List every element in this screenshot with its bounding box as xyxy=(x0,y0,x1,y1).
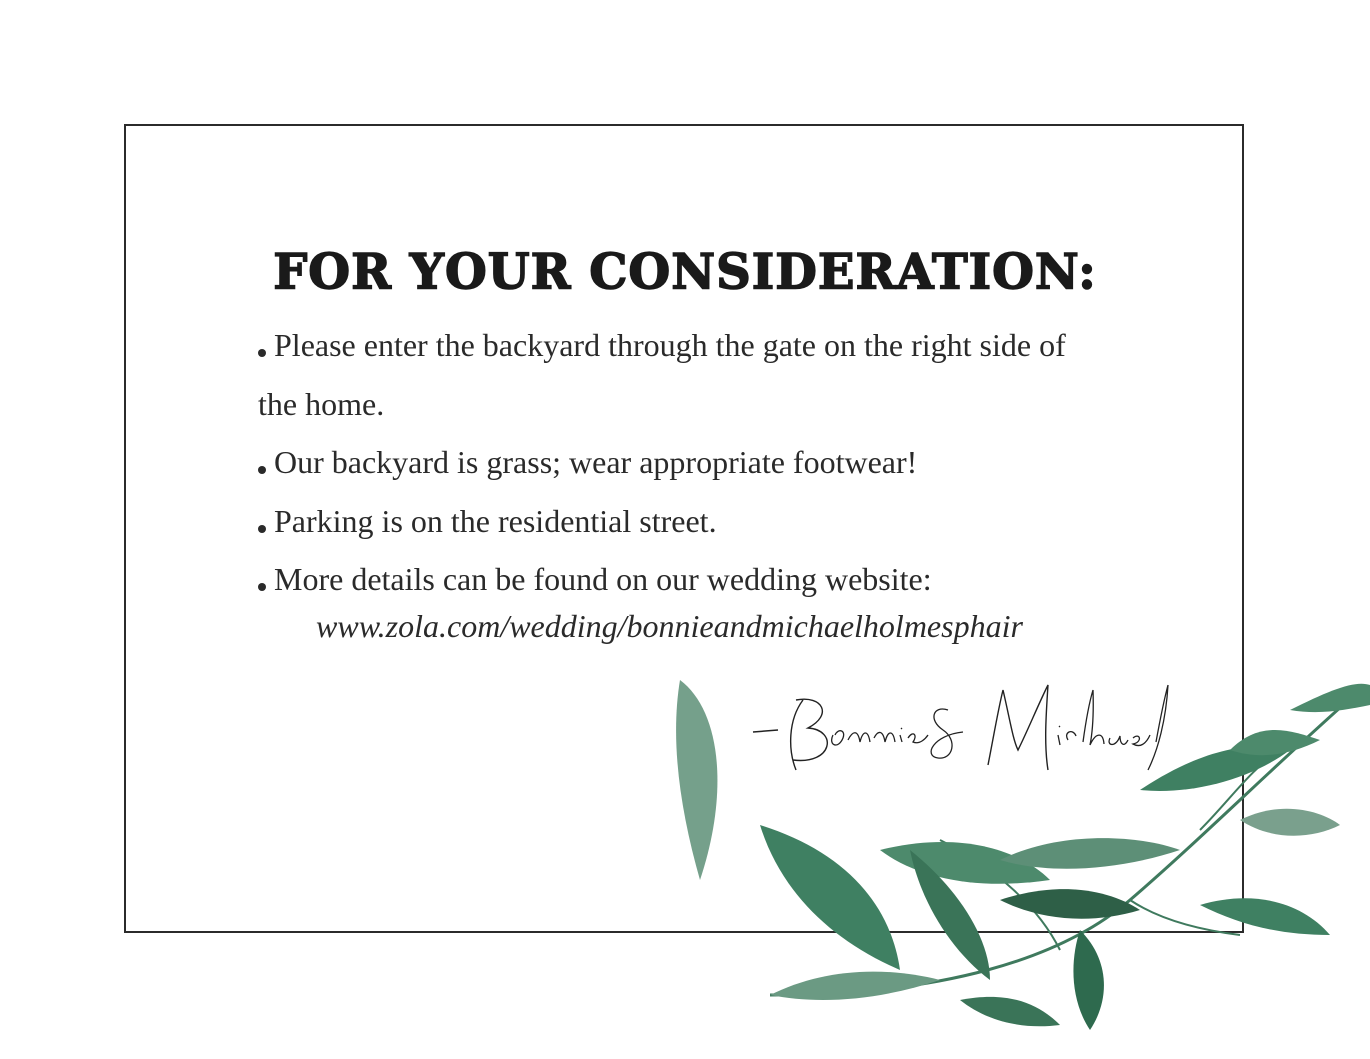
list-item xyxy=(258,433,1098,492)
list-item xyxy=(258,316,1098,433)
list-item xyxy=(258,550,1098,609)
list-item-text: More details can be found on our wedding website: xyxy=(274,561,932,597)
bullet-icon xyxy=(258,525,266,533)
card-heading: FOR YOUR CONSIDERATION: xyxy=(273,243,1097,301)
bullet-icon xyxy=(258,349,266,357)
website-url: www.zola.com/wedding/bonnieandmichaelholmesphair xyxy=(316,608,1023,644)
bullet-icon xyxy=(258,466,266,474)
list-item-text: Parking is on the residential street. xyxy=(274,502,717,539)
bullet-icon xyxy=(258,583,266,591)
list-item-text: Please enter the backyard through the gate on the right side of the home. xyxy=(258,327,1066,422)
list-item-text: Our backyard is grass; wear appropriate footwear! xyxy=(274,444,918,480)
list-item xyxy=(258,492,1098,551)
handwritten-signature xyxy=(748,680,1188,780)
consideration-list xyxy=(258,316,1098,609)
